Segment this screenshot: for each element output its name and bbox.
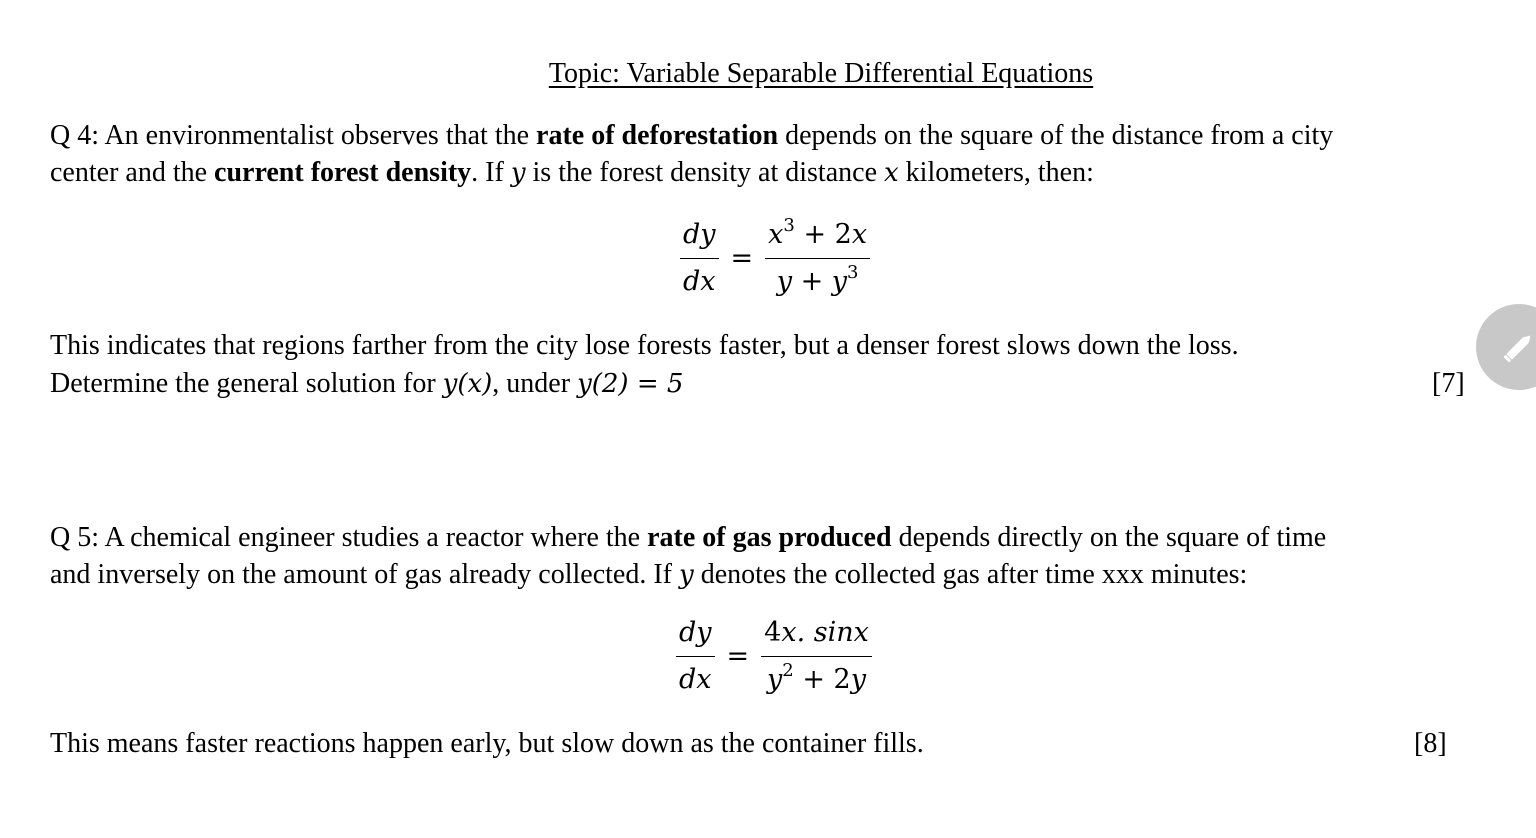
q4-line-2 [50,155,1094,191]
q5-line2-start: and inversely on the amount of gas already collected. If [50,559,679,590]
q5-text-1: depends directly on the square of time [891,522,1327,553]
q4-var-x: x [884,158,899,188]
q4-eq-den-plus: + [791,266,832,297]
q5-equation [676,616,872,697]
q4-task-math-1: y(x) [442,369,493,399]
q5-text-2: denotes the collected gas after time xxx minutes: [693,559,1248,590]
q4-label: Q 4: An environmentalist observes that the [50,120,537,151]
q5-eq-lhs-den: dx [679,664,712,695]
q4-eq-num-x: x [768,219,784,250]
q4-text-2: . If [471,157,511,188]
q4-eq-lhs [680,218,719,299]
q4-eq-num-plus: + 2 [794,219,852,250]
q4-task-text: Determine the general solution for [50,368,443,399]
q5-eq-den-y: y [767,664,783,695]
q4-eq-num-exp: 3 [783,215,795,236]
q4-marks: [7] [1432,368,1465,399]
q4-explanation: This indicates that regions farther from the city lose forests faster, but a denser forest slows down the loss. [50,330,1239,361]
q4-var-y: y [510,158,526,188]
q5-bold-rate: rate of gas produced [647,522,892,553]
q4-task-math-2: y(2) = 5 [577,369,684,399]
q5-eq-den-exp: 2 [782,660,794,681]
page-title: Topic: Variable Separable Differential Equations [548,58,1094,89]
q5-eq-rhs [761,616,872,697]
q5-marks: [8] [1414,728,1447,759]
q4-line-1 [50,118,1333,154]
q4-eq-den-exp: 3 [847,262,859,283]
q4-eq-lhs-den: dx [683,266,716,297]
q4-eq-rhs [765,215,870,299]
q5-explanation: This means faster reactions happen early, but slow down as the container fills. [50,728,924,759]
pencil-icon [1499,327,1536,367]
q4-eq-rhs-den [774,259,862,299]
q4-text-1: depends on the square of the distance from a city [778,120,1334,151]
q5-eq-num-xsinx: x. sinx [781,617,869,648]
q4-eq-rhs-num [765,215,870,259]
edit-button[interactable] [1476,304,1536,390]
q5-eq-lhs [676,616,715,697]
q4-eq-den-y: y [776,266,792,297]
q5-label: Q 5: A chemical engineer studies a reactor where the [50,522,648,553]
q4-eq-lhs-num: dy [680,218,719,259]
q5-eq-lhs-num: dy [676,616,715,657]
q4-bold-rate: rate of deforestation [536,120,779,151]
q5-line-2 [50,557,1247,593]
q5-eq-num-4: 4 [764,617,782,648]
q4-eq-num-x2: x [851,219,868,250]
q4-line2-start: center and the [50,157,215,188]
q4-equation [680,215,870,299]
q4-eq-equals: = [730,243,754,274]
q5-eq-den-y2: y [850,664,866,695]
q4-task-sep: , under [492,368,578,399]
q4-text-4: kilometers, then: [898,157,1094,188]
q5-var-y: y [679,560,694,590]
q5-eq-rhs-num [761,616,872,657]
q5-eq-equals: = [726,641,750,672]
q4-text-3: is the forest density at distance [525,157,884,188]
q4-bold-density: current forest density [214,157,472,188]
q4-eq-den-y2: y [831,266,848,297]
q5-eq-den-plus: + 2 [793,664,851,695]
q5-eq-rhs-den [764,657,869,697]
q4-task [50,366,683,402]
q5-line-1 [50,520,1326,556]
